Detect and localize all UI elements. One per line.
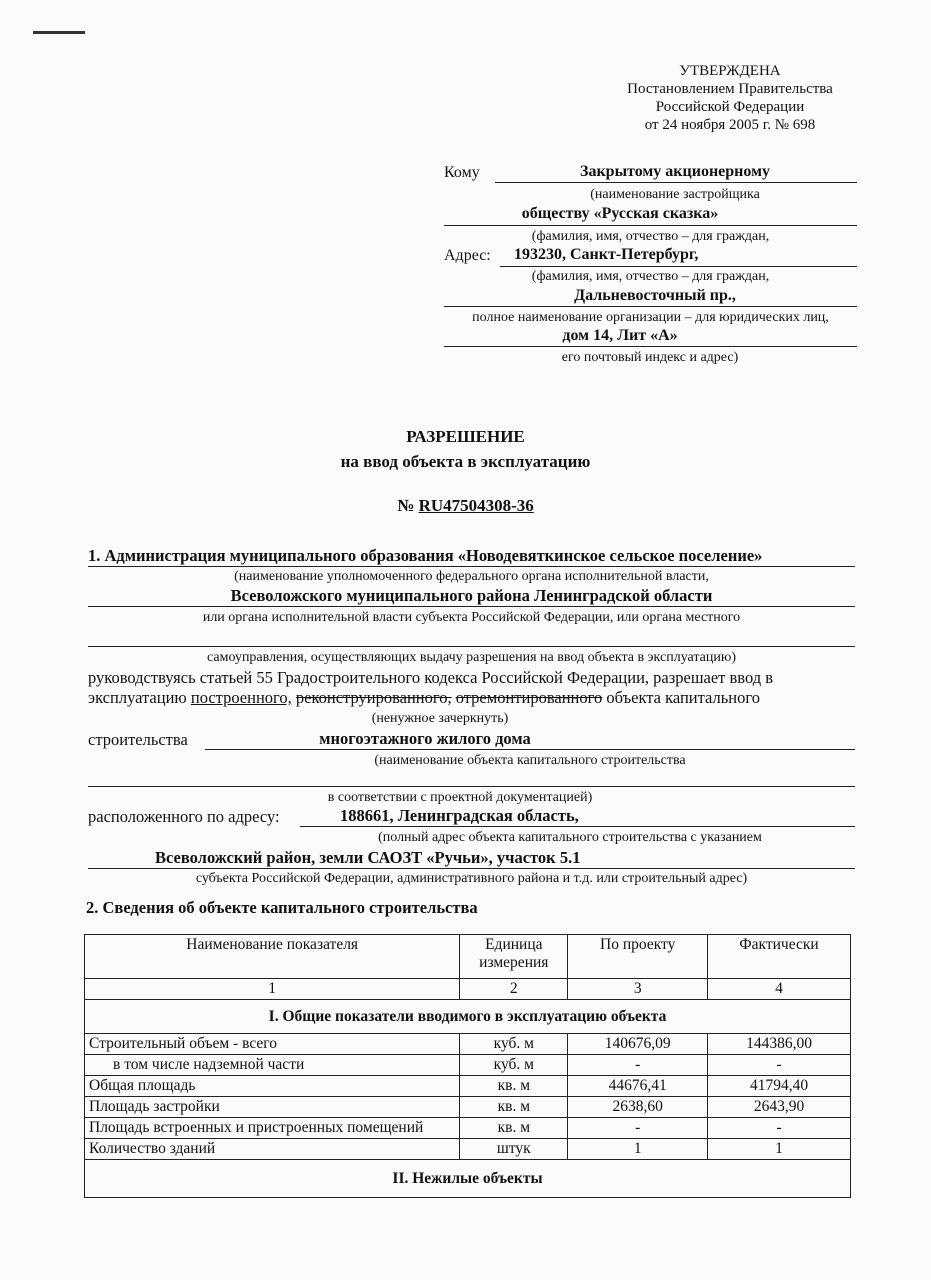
hint: самоуправления, осуществляющих выдачу разрешения на ввод объекта в эксплуатацию) (207, 650, 736, 665)
table-row (85, 1097, 851, 1118)
cell-actual: - (708, 1118, 851, 1139)
hint: субъекта Российской Федерации, административного района и т.д. или строительный адрес) (195, 871, 748, 886)
header-cell: По проекту (568, 935, 708, 979)
section2-title: 2. Сведения об объекте капитального строительства (86, 898, 478, 917)
cell-name: Общая площадь (85, 1076, 460, 1097)
cell-name: Площадь встроенных и пристроенных помещений (85, 1118, 460, 1139)
hint: в соответствии с проектной документацией) (327, 790, 593, 805)
authority-line-2: Всеволожского муниципального района Ленинградской области (230, 586, 713, 605)
cell-project: 44676,41 (568, 1076, 708, 1097)
cell-unit: штук (460, 1139, 568, 1160)
to-value: Закрытому акционерному (580, 163, 770, 180)
hint: (наименование застройщика (590, 187, 760, 202)
cell-actual: 2643,90 (708, 1097, 851, 1118)
approval-title: УТВЕРЖДЕНА (679, 63, 781, 79)
approval-line: Постановлением Правительства (627, 81, 833, 97)
body-text: руководствуясь статьей 55 Градостроительного кодекса Российской Федерации, разрешает ввод в (88, 668, 774, 687)
authority-line: 1. Администрация муниципального образования «Новодевяткинское сельское поселение» (88, 546, 763, 565)
cell-unit: кв. м (460, 1076, 568, 1097)
approval-block (600, 62, 860, 134)
address-value-2: Дальневосточный пр., (574, 287, 736, 304)
address-value-3: дом 14, Лит «А» (562, 327, 678, 344)
cell-project: - (568, 1118, 708, 1139)
document-number (0, 496, 931, 516)
table-row (85, 1139, 851, 1160)
cell-project: 140676,09 (568, 1034, 708, 1055)
cell-unit: кв. м (460, 1118, 568, 1139)
table-header-row (85, 935, 851, 979)
object-name: многоэтажного жилого дома (319, 729, 531, 748)
number-value: RU47504308-36 (418, 496, 534, 515)
group-row (85, 1000, 851, 1034)
table-row (85, 1034, 851, 1055)
document-title: РАЗРЕШЕНИЕ (406, 427, 525, 446)
to-label: Кому (444, 164, 480, 181)
cell-name: Площадь застройки (85, 1097, 460, 1118)
hint: или органа исполнительной власти субъекта Российской Федерации, или органа местного (202, 610, 741, 625)
to-value-2: обществу «Русская сказка» (521, 205, 719, 222)
column-number-row (85, 979, 851, 1000)
cell-name: Строительный объем - всего (85, 1034, 460, 1055)
option-repaired: отремонтированного (455, 688, 603, 707)
approval-line: Российской Федерации (655, 99, 805, 115)
cell-actual: - (708, 1055, 851, 1076)
location-label: расположенного по адресу: (88, 807, 280, 826)
address-label: Адрес: (444, 247, 491, 264)
cell-actual: 41794,40 (708, 1076, 851, 1097)
address-value: 193230, Санкт-Петербург, (514, 246, 699, 263)
approval-line: от 24 ноября 2005 г. № 698 (644, 117, 816, 133)
cell-actual: 144386,00 (708, 1034, 851, 1055)
indicators-table (84, 934, 851, 1198)
header-cell: Фактически (708, 935, 851, 979)
cell-unit: куб. м (460, 1055, 568, 1076)
table-row (85, 1055, 851, 1076)
group-row (85, 1160, 851, 1198)
hint: (наименование объекта капитального строительства (374, 753, 686, 768)
hint: полное наименование организации – для юридических лиц, (472, 310, 829, 325)
cell-name: в том числе надземной части (85, 1055, 460, 1076)
column-number: 4 (708, 979, 851, 1000)
column-number: 3 (568, 979, 708, 1000)
group-title: II. Нежилые объекты (85, 1160, 851, 1198)
location-value-2: Всеволожский район, земли САОЗТ «Ручьи», участок 5.1 (155, 848, 581, 867)
cell-name: Количество зданий (85, 1139, 460, 1160)
corner-mark (33, 31, 85, 34)
cell-project: 2638,60 (568, 1097, 708, 1118)
header-cell: Единица измерения (460, 935, 568, 979)
hint: (полный адрес объекта капитального строительства с указанием (378, 830, 762, 845)
hint: (ненужное зачеркнуть) (371, 711, 509, 726)
hint: (фамилия, имя, отчество – для граждан, (531, 269, 770, 284)
option-reconstructed: реконструированного, (295, 688, 452, 707)
table-row (85, 1118, 851, 1139)
hint: его почтовый индекс и адрес) (561, 350, 739, 365)
cell-project: 1 (568, 1139, 708, 1160)
location-value: 188661, Ленинградская область, (340, 806, 579, 825)
hint: (фамилия, имя, отчество – для граждан, (531, 229, 770, 244)
cell-unit: кв. м (460, 1097, 568, 1118)
hint: (наименование уполномоченного федерального органа исполнительной власти, (234, 569, 709, 584)
column-number: 2 (460, 979, 568, 1000)
cell-unit: куб. м (460, 1034, 568, 1055)
number-prefix: № (397, 496, 415, 515)
column-number: 1 (85, 979, 460, 1000)
option-built: построенного, (190, 688, 292, 707)
document-subtitle: на ввод объекта в эксплуатацию (340, 452, 591, 471)
table-row (85, 1076, 851, 1097)
cell-project: - (568, 1055, 708, 1076)
text-prefix: эксплуатацию (88, 688, 187, 707)
group-title: I. Общие показатели вводимого в эксплуатацию объекта (85, 1000, 851, 1034)
body-text-2 (88, 688, 760, 708)
cell-actual: 1 (708, 1139, 851, 1160)
header-cell: Наименование показателя (85, 935, 460, 979)
construction-label: строительства (88, 730, 188, 749)
text-suffix: объекта капитального (606, 688, 760, 707)
